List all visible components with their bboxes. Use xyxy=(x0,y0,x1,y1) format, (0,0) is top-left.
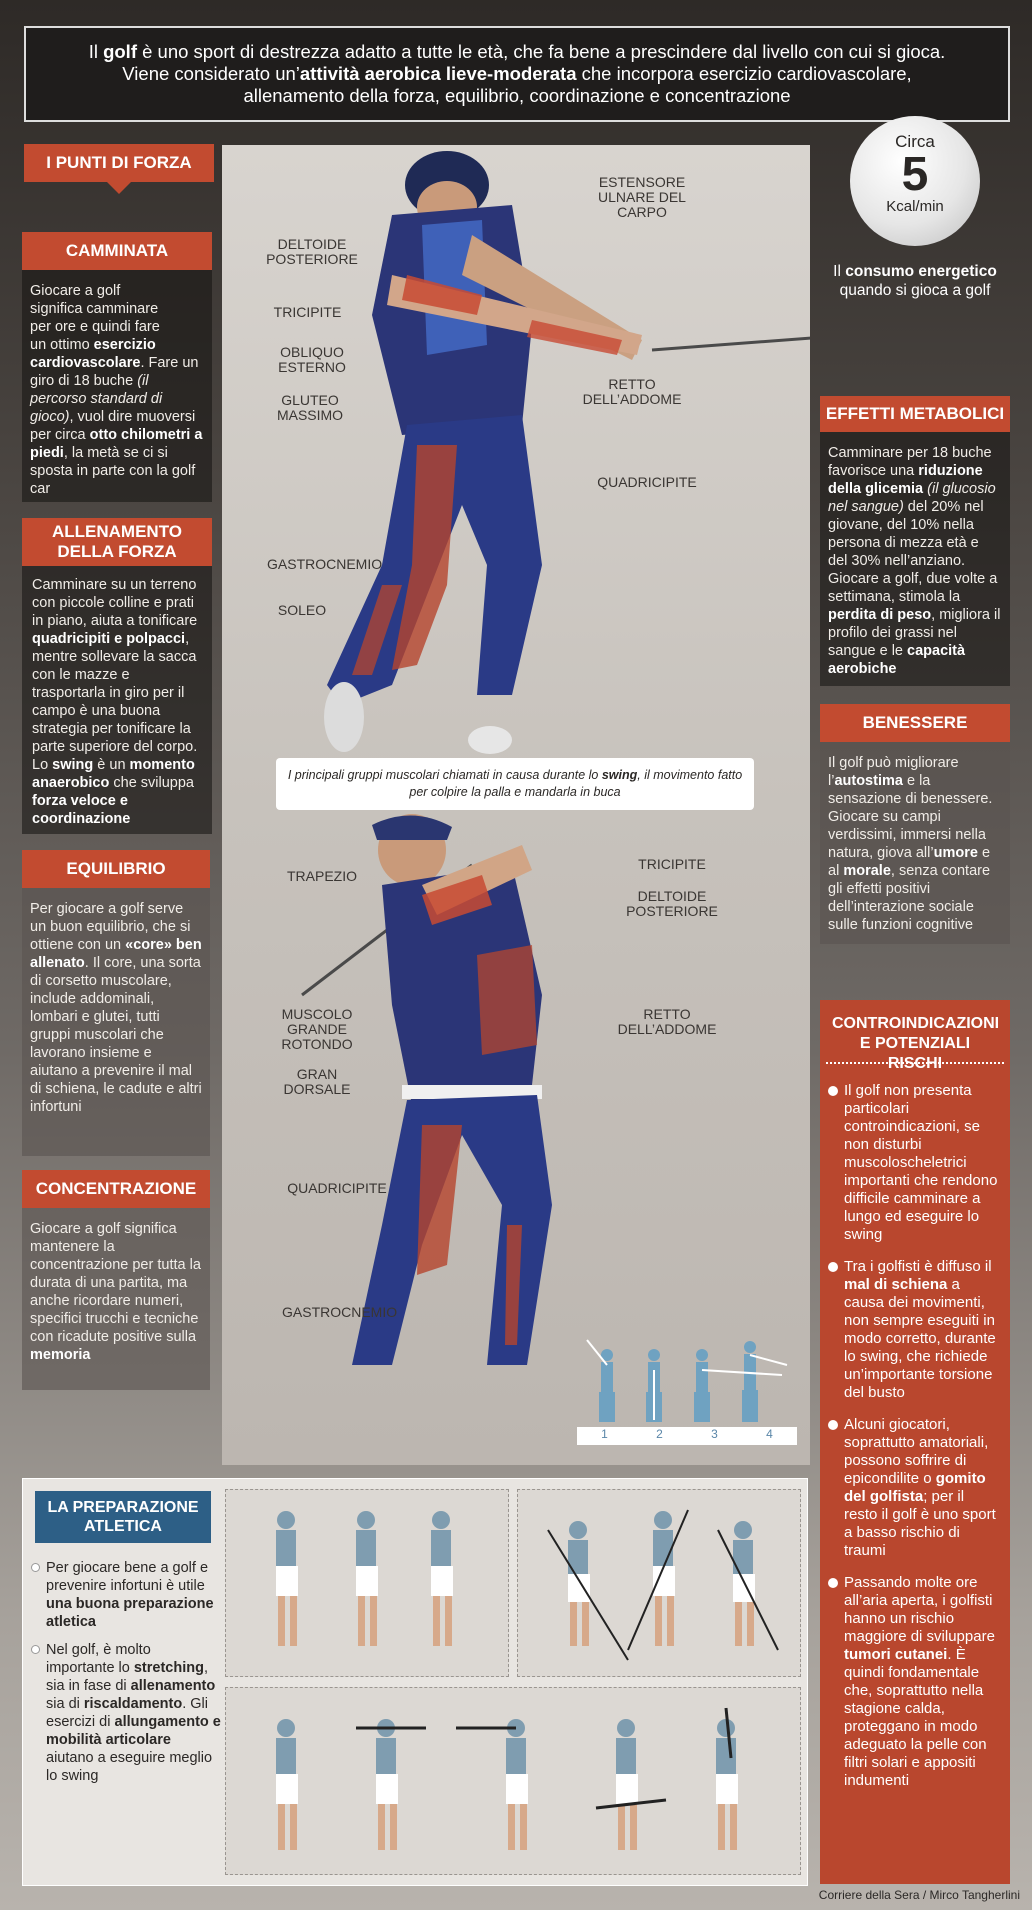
rischi-text xyxy=(844,1574,1000,1790)
calorie-caption-bold: consumo energetico xyxy=(845,263,997,280)
metabolici-text xyxy=(820,432,1010,690)
rischi-item xyxy=(828,1082,1000,1244)
prep-text-segment: aiutano a eseguire meglio lo swing xyxy=(46,1750,213,1784)
photo-caption xyxy=(276,758,754,810)
prep-text-segment: Nel golf, è molto importante lo xyxy=(46,1642,151,1676)
prep-text-segment: . Gli esercizi di xyxy=(46,1696,208,1730)
calorie-caption-text: quando si gioca a golf xyxy=(839,282,991,299)
label-quadricipite-bottom: QUADRICIPITE xyxy=(287,1180,387,1196)
label-trapezio: TRAPEZIO xyxy=(286,868,357,884)
rischi-text-segment: . È quindi fondamentale che, soprattutto nella stagione calda, proteggano in modo adeguato la pelle con filtri solari e appositi indumenti xyxy=(844,1646,987,1789)
bullet-icon xyxy=(828,1420,838,1430)
camminata-title: CAMMINATA xyxy=(22,232,212,270)
bullet-icon xyxy=(31,1645,40,1654)
rischi-text-segment: ; per il resto il golf è uno sport a basso rischio di traumi xyxy=(844,1488,996,1559)
intro-text-segment: Viene considerato un’ xyxy=(122,63,300,84)
calorie-caption xyxy=(820,262,1010,300)
benessere-title: BENESSERE xyxy=(820,704,1010,742)
intro-text-segment: Il xyxy=(88,41,104,62)
caption-bold: swing xyxy=(601,768,638,782)
credit: Corriere della Sera / Mirco Tangherlini xyxy=(818,1888,1020,1902)
forza-bold: swing xyxy=(52,757,94,773)
intro-text xyxy=(89,41,946,107)
benessere-bold: autostima xyxy=(834,773,903,789)
camminata-text xyxy=(22,270,212,510)
rischi-title: CONTROINDICAZIONI E POTENZIALI RISCHI xyxy=(826,1000,1004,1064)
bullet-icon xyxy=(828,1262,838,1272)
swing-step-2: 2 xyxy=(656,1427,663,1441)
camminata-bold: otto chilometri a piedi xyxy=(30,427,203,461)
intro-text-bold: golf xyxy=(103,41,137,62)
camminata-line: Giocare a golf xyxy=(30,283,121,299)
exercise-box-3 xyxy=(225,1687,801,1875)
benessere-bold: umore xyxy=(933,845,978,861)
label-estensore: ESTENSORE ULNARE DEL CARPO xyxy=(598,174,686,220)
label-tricipite-top: TRICIPITE xyxy=(273,304,342,320)
label-gastrocnemio-top: GASTROCNEMIO xyxy=(267,556,383,572)
benessere-text-segment: Il golf può migliorare l’ xyxy=(828,755,959,789)
intro-box xyxy=(24,26,1010,122)
equilibrio-text-segment: Per giocare a golf serve un buon equilibrio, che si ottiene con un xyxy=(30,901,191,953)
rischi-panel xyxy=(820,1000,1010,1884)
prep-text-segment: , sia in fase di xyxy=(46,1660,208,1694)
camminata-line: un ottimo xyxy=(30,337,94,353)
rischi-bold: mal di schiena xyxy=(844,1276,948,1293)
golf-ball-calorie-badge xyxy=(850,116,980,246)
exercise-box-2 xyxy=(517,1489,801,1677)
rischi-list xyxy=(820,1064,1010,1790)
forza-panel xyxy=(22,518,212,834)
forza-title: ALLENAMENTO DELLA FORZA xyxy=(22,518,212,566)
metabolici-title: EFFETTI METABOLICI xyxy=(820,396,1010,432)
label-muscolo-grande-rotondo: MUSCOLO GRANDE ROTONDO xyxy=(281,1006,353,1052)
benessere-text-segment: , senza contare gli effetti positivi dell’interazione sociale sulle funzioni cognitive xyxy=(828,863,991,933)
prep-bold: una buona preparazione atletica xyxy=(46,1596,214,1630)
label-gastrocnemio-bottom: GASTROCNEMIO xyxy=(282,1304,398,1320)
rischi-text-segment: Passando molte ore all’aria aperta, i golfisti hanno un rischio maggiore di sviluppare xyxy=(844,1574,995,1645)
prep-bold: allenamento xyxy=(130,1678,216,1694)
camminata-line: significa camminare xyxy=(30,301,159,317)
forza-text-segment: che sviluppa xyxy=(109,775,194,791)
equilibrio-text-segment: . Il core, una sorta di corsetto muscolare, include addominali, lombari e glutei, tutti gruppi muscolari che lavorano insieme e aiutano a prevenire il mal di schiena, le cadute e altri infortuni xyxy=(30,955,202,1115)
metabolici-bold: riduzione della glicemia xyxy=(828,463,983,497)
preparazione-section xyxy=(22,1478,808,1886)
equilibrio-bold: «core» ben allenato xyxy=(30,937,202,971)
rischi-text-segment: Tra i golfisti è diffuso il xyxy=(844,1258,992,1275)
benessere-bold: morale xyxy=(843,863,891,879)
metabolici-text-segment: Camminare per 18 buche favorisce una xyxy=(828,445,992,479)
exercise-box-1 xyxy=(225,1489,509,1677)
metabolici-text-segment: del 20% nel giovane, del 10% nella persona di mezza età e del 30% nell’anziano. Giocare a golf, due volte a settimana, stimola la xyxy=(828,499,998,605)
swing-step-4: 4 xyxy=(766,1427,773,1441)
caption-text: I principali gruppi muscolari chiamati in causa durante lo xyxy=(287,768,602,782)
concentrazione-bold: memoria xyxy=(30,1347,91,1363)
preparazione-title: LA PREPARAZIONE ATLETICA xyxy=(35,1491,211,1543)
rischi-text-segment: a causa dei movimenti, non sempre eseguiti in modo corretto, durante lo swing, che richiede un’importante torsione del busto xyxy=(844,1276,996,1401)
metabolici-panel xyxy=(820,396,1010,686)
intro-text-segment: allenamento della forza, equilibrio, coordinazione e concentrazione xyxy=(243,85,791,106)
rischi-text xyxy=(844,1416,1000,1560)
forza-text-segment: Camminare su un terreno con piccole colline e prati in piano, aiuta a tonificare xyxy=(32,577,198,629)
swing-step-1: 1 xyxy=(601,1427,608,1441)
concentrazione-text xyxy=(22,1208,210,1376)
bullet-icon xyxy=(828,1578,838,1588)
label-gran-dorsale: GRAN DORSALE xyxy=(283,1066,351,1097)
benessere-text-segment: e al xyxy=(828,845,991,879)
concentrazione-text-segment: Giocare a golf significa mantenere la concentrazione per tutta la durata di una partita, ma anche ricordare numeri, specifici trucchi e tecniche con ricadute positive sulla xyxy=(30,1221,201,1345)
preparazione-item-text xyxy=(46,1559,221,1631)
bullet-icon xyxy=(828,1086,838,1096)
label-obliquo: OBLIQUO ESTERNO xyxy=(278,344,346,375)
forza-bold: momento anaerobico xyxy=(32,757,195,791)
calorie-caption-text: Il xyxy=(833,263,846,280)
forza-text-segment: , mentre sollevare la sacca con le mazze e trasportarla in giro per il campo è una buona strategia per tonificare la parte superiore del corpo. Lo xyxy=(32,631,198,773)
intro-text-bold: attività aerobica lieve-moderata xyxy=(299,63,577,84)
swing-step-3: 3 xyxy=(711,1427,718,1441)
forza-text-segment: è un xyxy=(93,757,130,773)
metabolici-italic: (il glucosio nel sangue) xyxy=(828,481,996,515)
rischi-item xyxy=(828,1258,1000,1402)
forza-text xyxy=(22,566,212,838)
rischi-text-segment: Alcuni giocatori, soprattutto amatoriali, possono soffrire di epicondilite o xyxy=(844,1416,989,1487)
swing-sequence-illustration xyxy=(582,1335,792,1435)
swing-step-numbers xyxy=(577,1427,797,1445)
label-deltoide-bottom: DELTOIDE POSTERIORE xyxy=(626,888,718,919)
prep-bold: riscaldamento xyxy=(83,1696,183,1712)
prep-text-segment: sia di xyxy=(46,1696,84,1712)
rischi-text: Il golf non presenta particolari controindicazioni, se non disturbi muscoloscheletrici importanti che rendono difficile camminare a lungo ed eseguire lo swing xyxy=(844,1082,998,1243)
calorie-value: 5 xyxy=(901,148,929,201)
label-retto-top: RETTO DELL’ADDOME xyxy=(582,376,682,407)
metabolici-text-segment: , migliora il profilo dei grassi nel sangue e le xyxy=(828,607,1001,659)
label-deltoide-top: DELTOIDE POSTERIORE xyxy=(266,236,358,267)
benessere-panel xyxy=(820,704,1010,944)
intro-text-segment: è uno sport di destrezza adatto a tutte le età, che fa bene a prescindere dal livello con cui si gioca. xyxy=(136,41,946,62)
camminata-panel xyxy=(22,232,212,502)
bullet-icon xyxy=(31,1563,40,1572)
camminata-text-segment: , vuol dire muoversi per circa xyxy=(30,409,196,443)
label-gluteo: GLUTEO MASSIMO xyxy=(276,392,344,423)
prep-bold: allungamento e mobilità articolare xyxy=(46,1714,221,1748)
label-soleo: SOLEO xyxy=(277,602,327,618)
forza-bold: quadricipiti e polpacci xyxy=(32,631,186,647)
benessere-text xyxy=(820,742,1010,946)
camminata-line: per ore e quindi fare xyxy=(30,319,160,335)
forza-bold: forza veloce e coordinazione xyxy=(32,793,131,827)
preparazione-item xyxy=(31,1641,221,1785)
rischi-item xyxy=(828,1574,1000,1790)
rischi-item xyxy=(828,1416,1000,1560)
punti-di-forza-heading: I PUNTI DI FORZA xyxy=(24,144,214,182)
label-retto-bottom: RETTO DELL’ADDOME xyxy=(617,1006,717,1037)
rischi-bold: tumori cutanei xyxy=(844,1646,948,1663)
label-quadricipite-top: QUADRICIPITE xyxy=(597,474,697,490)
concentrazione-title: CONCENTRAZIONE xyxy=(22,1170,210,1208)
camminata-bold: esercizio cardiovascolare xyxy=(30,337,156,371)
exercise-figures-2 xyxy=(518,1490,802,1678)
camminata-italic: (il percorso standard di gioco) xyxy=(30,373,163,425)
label-tricipite-bottom: TRICIPITE xyxy=(638,856,706,872)
camminata-text-segment: . Fare un giro di 18 buche xyxy=(30,355,199,389)
equilibrio-text xyxy=(22,888,210,1128)
exercise-figures-3 xyxy=(226,1688,802,1876)
caption-text: , il movimento fatto per colpire la palla e mandarla in buca xyxy=(409,768,743,799)
exercise-figures-1 xyxy=(226,1490,510,1678)
prep-text-segment: Per giocare bene a golf e prevenire infortuni è utile xyxy=(46,1560,209,1594)
prep-bold: stretching xyxy=(133,1660,204,1676)
calorie-unit: Kcal/min xyxy=(886,198,944,215)
equilibrio-panel xyxy=(22,850,210,1156)
preparazione-item xyxy=(31,1559,221,1631)
benessere-text-segment: e la sensazione di benessere. Giocare su campi verdissimi, immersi nella natura, giova all’ xyxy=(828,773,993,861)
calorie-circa: Circa xyxy=(895,132,935,151)
equilibrio-title: EQUILIBRIO xyxy=(22,850,210,888)
preparazione-text xyxy=(31,1559,221,1785)
concentrazione-panel xyxy=(22,1170,210,1390)
preparazione-item-text xyxy=(46,1641,221,1785)
metabolici-bold: capacità aerobiche xyxy=(828,643,966,677)
camminata-text-segment: , la metà se ci si sposta in parte con la golf car xyxy=(30,445,196,497)
metabolici-bold: perdita di peso xyxy=(828,607,932,623)
intro-text-segment: che incorpora esercizio cardiovascolare, xyxy=(576,63,912,84)
rischi-text xyxy=(844,1258,1000,1402)
rischi-bold: gomito del golfista xyxy=(844,1470,986,1505)
